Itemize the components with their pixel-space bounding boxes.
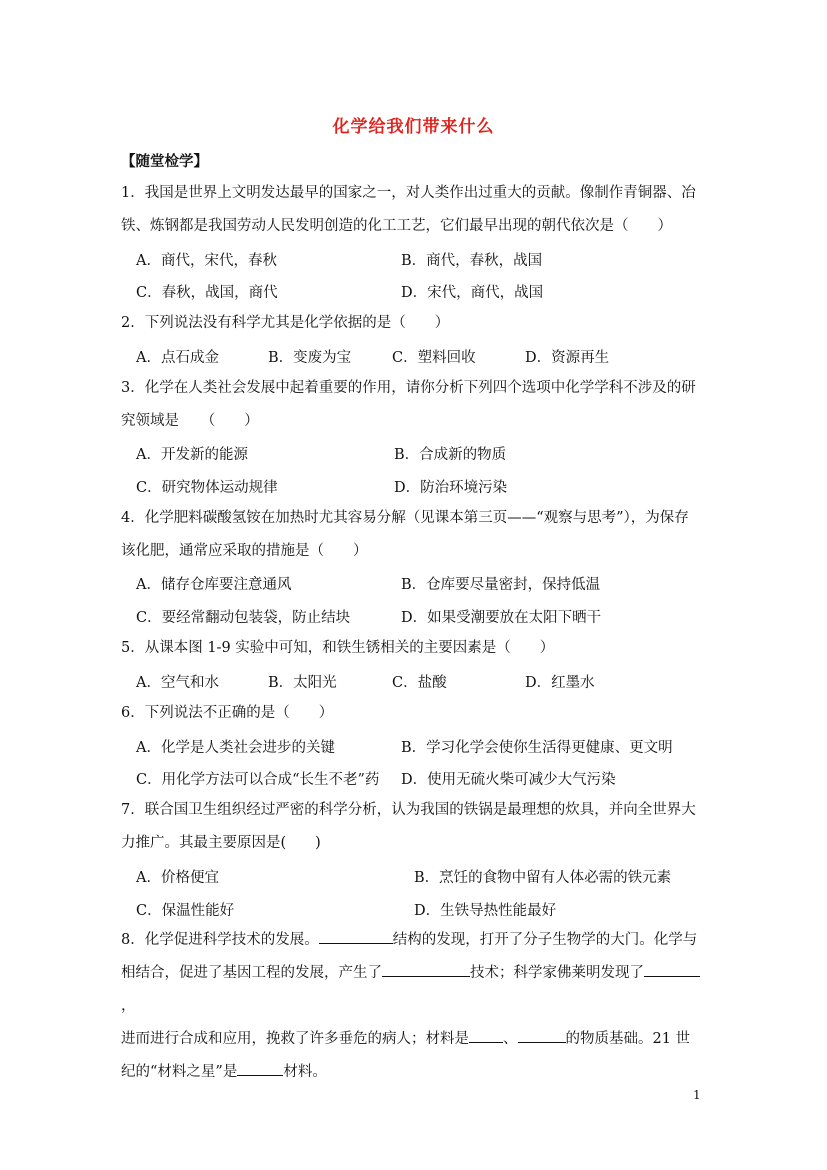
- q5-option-d: D．红墨水: [525, 675, 595, 691]
- question-8-line-4: [121, 1056, 711, 1089]
- q5-option-b: B．太阳光: [268, 675, 337, 691]
- q7-option-b: B．烹饪的食物中留有人体必需的铁元素: [414, 870, 672, 886]
- q8-text-6: 进而进行合成和应用，挽救了许多垂危的病人；材料是: [121, 1031, 469, 1047]
- question-6: [121, 697, 711, 730]
- q6-option-c: C．用化学方法可以合成“长生不老”药: [136, 772, 380, 788]
- q7-option-c: C．保温性能好: [136, 903, 235, 919]
- question-1-line-1: 1．我国是世界上文明发达最早的国家之一，对人类作出过重大的贡献。像制作青铜器、冶: [121, 185, 696, 201]
- question-2: [121, 307, 711, 340]
- answer-blank-5[interactable]: [518, 1028, 566, 1043]
- question-4-line-1: 4．化学肥料碳酸氢铵在加热时尤其容易分解（见课本第三页——“观察与思考”），为保存: [121, 510, 689, 526]
- question-2-line-1: 2．下列说法没有科学尤其是化学依据的是（ ）: [121, 315, 450, 331]
- q4-option-a: A．储存仓库要注意通风: [136, 577, 292, 593]
- question-6-line-1: 6．下列说法不正确的是（ ）: [121, 705, 334, 721]
- answer-blank-4[interactable]: [469, 1028, 503, 1043]
- q8-text-1: 8．化学促进科学技术的发展。: [121, 932, 319, 948]
- question-1: [121, 177, 711, 243]
- answer-blank-1[interactable]: [319, 929, 393, 944]
- question-3-line-2: 究领域是 （ ）: [121, 413, 259, 429]
- question-1-line-2: 铁、炼钢都是我国劳动人民发明创造的化工工艺，它们最早出现的朝代依次是（ ）: [121, 218, 672, 234]
- question-8: [121, 924, 711, 1089]
- answer-blank-2[interactable]: [382, 962, 470, 977]
- question-8-line-2: [121, 957, 711, 1023]
- q1-option-d: D．宋代，商代，战国: [401, 285, 544, 301]
- q5-option-a: A．空气和水: [136, 675, 219, 691]
- q3-option-d: D．防治环境污染: [394, 480, 508, 496]
- q5-option-c: C．盐酸: [392, 675, 447, 691]
- question-7-line-1: 7．联合国卫生组织经过严密的科学分析，认为我国的铁锅是最理想的炊具，并向全世界大: [121, 802, 696, 818]
- q8-text-3: 相结合，促进了基因工程的发展，产生了: [121, 965, 382, 981]
- q3-option-c: C．研究物体运动规律: [136, 480, 278, 496]
- q8-text-7: 、: [503, 1031, 518, 1047]
- q2-option-c: C．塑料回收: [392, 350, 476, 366]
- question-7: [121, 794, 711, 860]
- question-4: [121, 502, 711, 568]
- answer-blank-3[interactable]: [644, 962, 700, 977]
- q2-option-d: D．资源再生: [525, 350, 610, 366]
- q7-option-a: A．价格便宜: [136, 870, 219, 886]
- q8-text-8: 的物质基础。21 世: [565, 1031, 691, 1047]
- q1-option-b: B．商代，春秋，战国: [401, 253, 543, 269]
- q2-option-b: B．变废为宝: [268, 350, 352, 366]
- q8-text-9: 纪的“材料之星”是: [121, 1064, 238, 1080]
- q8-text-2: 结构的发现，打开了分子生物学的大门。化学与: [392, 932, 698, 948]
- q7-option-d: D．生铁导热性能最好: [414, 903, 557, 919]
- question-5: [121, 632, 711, 665]
- q4-option-b: B．仓库要尽量密封，保持低温: [401, 577, 601, 593]
- q8-text-4: 技术；科学家佛莱明发现了: [470, 965, 644, 981]
- question-7-line-2: 力推广。其最主要原因是( ): [121, 835, 321, 851]
- q6-option-b: B．学习化学会使你生活得更健康、更文明: [401, 740, 673, 756]
- q1-option-c: C．春秋，战国，商代: [136, 285, 278, 301]
- q4-option-c: C．要经常翻动包装袋，防止结块: [136, 610, 351, 626]
- question-3: [121, 372, 711, 438]
- q6-option-a: A．化学是人类社会进步的关键: [136, 740, 335, 756]
- question-3-line-1: 3．化学在人类社会发展中起着重要的作用，请你分析下列四个选项中化学学科不涉及的研: [121, 380, 696, 396]
- question-4-line-2: 该化肥，通常应采取的措施是（ ）: [121, 543, 368, 559]
- q8-text-10: 材料。: [283, 1064, 327, 1080]
- question-5-line-1: 5．从课本图 1-9 实验中可知，和铁生锈相关的主要因素是（ ）: [121, 640, 555, 656]
- answer-blank-6[interactable]: [237, 1061, 283, 1076]
- section-heading: 【随堂检学】: [121, 154, 208, 170]
- q6-option-d: D．使用无硫火柴可减少大气污染: [401, 772, 616, 788]
- q2-option-a: A．点石成金: [136, 350, 219, 366]
- question-8-line-3: [121, 1023, 711, 1056]
- document-title: 化学给我们带来什么: [332, 117, 495, 137]
- q1-option-a: A．商代，宋代，春秋: [136, 253, 277, 269]
- q3-option-b: B．合成新的物质: [394, 447, 507, 463]
- q8-text-5: ，: [121, 998, 136, 1014]
- q4-option-d: D．如果受潮要放在太阳下晒干: [401, 610, 602, 626]
- page-number: 1: [693, 1088, 701, 1102]
- q3-option-a: A．开发新的能源: [136, 447, 248, 463]
- question-8-line-1: [121, 924, 711, 957]
